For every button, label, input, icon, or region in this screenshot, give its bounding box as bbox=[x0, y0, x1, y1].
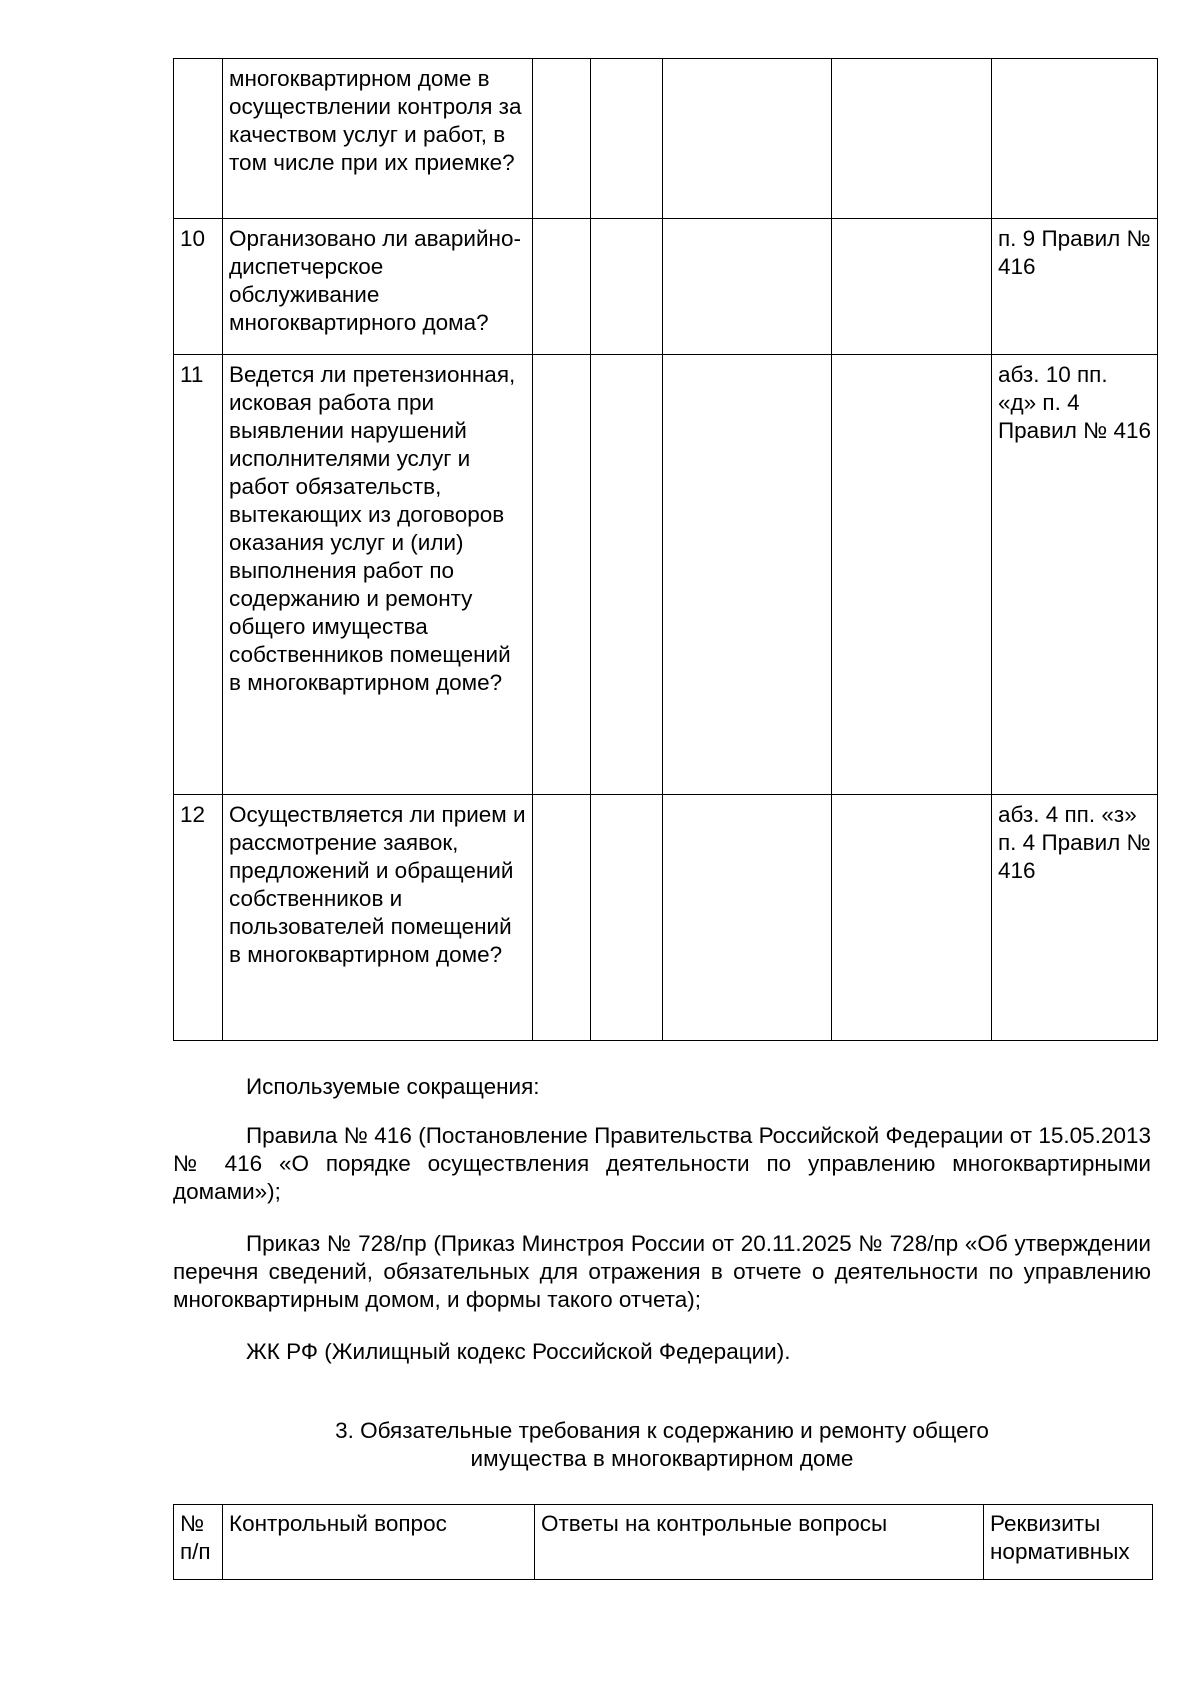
table-header-row bbox=[174, 1505, 1153, 1580]
table-row bbox=[174, 59, 1158, 219]
answer-cell bbox=[832, 795, 992, 1041]
abbreviation-text: Правила № 416 (Постановление Правительства Российской Федерации от 15.05.2013 № 416 «О порядке осуществления деятельности по управлению многоквартирными домами»); bbox=[173, 1123, 1151, 1204]
answer-cell bbox=[663, 795, 832, 1041]
answer-cell bbox=[832, 219, 992, 355]
row-number bbox=[174, 59, 223, 219]
section-title-line: имущества в многоквартирном доме bbox=[470, 1446, 854, 1471]
control-question: Осуществляется ли прием и рассмотрение заявок, предложений и обращений собственников и пользователей помещений в многоквартирном доме? bbox=[223, 795, 533, 1041]
row-number: 11 bbox=[174, 355, 223, 795]
table-row bbox=[174, 219, 1158, 355]
checklist-table bbox=[173, 58, 1158, 1041]
legal-reference bbox=[992, 59, 1158, 219]
legal-reference: абз. 4 пп. «з» п. 4 Правил № 416 bbox=[992, 795, 1158, 1041]
answer-cell bbox=[832, 59, 992, 219]
answer-cell bbox=[663, 219, 832, 355]
row-number: 10 bbox=[174, 219, 223, 355]
answer-cell bbox=[591, 59, 663, 219]
header-refs: Реквизиты нормативных bbox=[984, 1505, 1153, 1580]
answer-cell bbox=[591, 219, 663, 355]
legal-reference: абз. 10 пп. «д» п. 4 Правил № 416 bbox=[992, 355, 1158, 795]
header-answers: Ответы на контрольные вопросы bbox=[535, 1505, 984, 1580]
answer-cell bbox=[533, 59, 591, 219]
answer-cell bbox=[591, 795, 663, 1041]
section-title-line: 3. Обязательные требования к содержанию и ремонту общего bbox=[335, 1418, 989, 1443]
answer-cell bbox=[832, 355, 992, 795]
answer-cell bbox=[591, 355, 663, 795]
control-question: Организовано ли аварийно-диспетчерское обслуживание многоквартирного дома? bbox=[223, 219, 533, 355]
answer-cell bbox=[533, 355, 591, 795]
control-question: Ведется ли претензионная, исковая работа при выявлении нарушений исполнителями услуг и работ обязательств, вытекающих из договоров оказания услуг и (или) выполнения работ по содержанию и ремонту общего имущества собственников помещений в многоквартирном доме? bbox=[223, 355, 533, 795]
header-question: Контрольный вопрос bbox=[223, 1505, 535, 1580]
abbreviations-heading-block bbox=[173, 1073, 1151, 1101]
abbreviation-item bbox=[173, 1122, 1151, 1206]
abbreviation-text: Приказ № 728/пр (Приказ Минстроя России от 20.11.2025 № 728/пр «Об утверждении перечня сведений, обязательных для отражения в отчете о деятельности по управлению многоквартирным домом, и формы такого отчета); bbox=[173, 1231, 1151, 1312]
section-title bbox=[173, 1417, 1151, 1473]
abbreviations-heading: Используемые сокращения: bbox=[246, 1074, 540, 1099]
header-number: № п/п bbox=[174, 1505, 223, 1580]
row-number: 12 bbox=[174, 795, 223, 1041]
table-row bbox=[174, 355, 1158, 795]
control-question: многоквартирном доме в осуществлении контроля за качеством услуг и работ, в том числе при их приемке? bbox=[223, 59, 533, 219]
answer-cell bbox=[533, 795, 591, 1041]
abbreviation-item bbox=[173, 1230, 1151, 1314]
answer-cell bbox=[663, 59, 832, 219]
answer-cell bbox=[663, 355, 832, 795]
abbreviation-item bbox=[173, 1338, 1151, 1366]
abbreviation-text: ЖК РФ (Жилищный кодекс Российской Федерации). bbox=[246, 1339, 791, 1364]
table-row bbox=[174, 795, 1158, 1041]
answer-cell bbox=[533, 219, 591, 355]
legal-reference: п. 9 Правил № 416 bbox=[992, 219, 1158, 355]
requirements-table bbox=[173, 1504, 1153, 1580]
